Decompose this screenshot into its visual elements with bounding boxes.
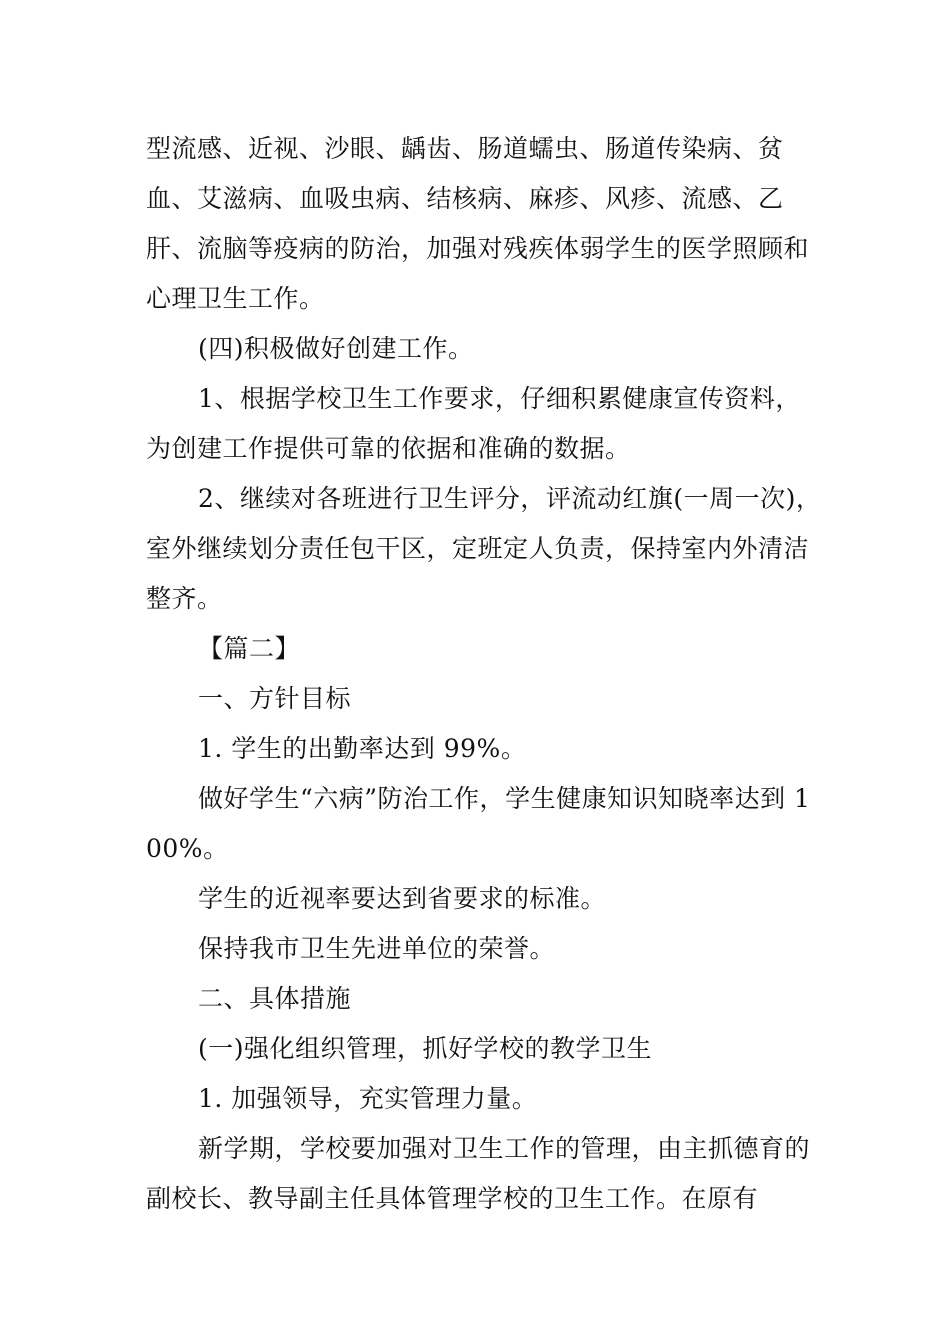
document-body bbox=[146, 124, 822, 1224]
paragraph: 型流感、近视、沙眼、龋齿、肠道蠕虫、肠道传染病、贫血、艾滋病、血吸虫病、结核病、麻疹、风疹、流感、乙肝、流脑等疫病的防治，加强对残疾体弱学生的医学照顾和心理卫生工作。 bbox=[146, 134, 810, 313]
paragraph: (四)积极做好创建工作。 bbox=[198, 334, 474, 363]
paragraph: 一、方针目标 bbox=[198, 684, 352, 713]
section-heading: 【篇二】 bbox=[198, 634, 301, 663]
paragraph: (一)强化组织管理，抓好学校的教学卫生 bbox=[198, 1034, 653, 1063]
paragraph: 1. 学生的出勤率达到 99%。 bbox=[198, 734, 527, 763]
paragraph: 1. 加强领导，充实管理力量。 bbox=[198, 1084, 538, 1113]
paragraph: 新学期，学校要加强对卫生工作的管理，由主抓德育的副校长、教导副主任具体管理学校的卫生工作。在原有 bbox=[146, 1134, 811, 1213]
paragraph: 二、具体措施 bbox=[198, 984, 352, 1013]
paragraph: 做好学生“六病”防治工作，学生健康知识知晓率达到 100%。 bbox=[146, 784, 811, 863]
paragraph: 保持我市卫生先进单位的荣誉。 bbox=[198, 934, 556, 963]
paragraph: 学生的近视率要达到省要求的标准。 bbox=[198, 884, 607, 913]
paragraph: 2、继续对各班进行卫生评分，评流动红旗(一周一次)，室外继续划分责任包干区，定班定人负责，保持室内外清洁整齐。 bbox=[146, 484, 822, 613]
paragraph: 1、根据学校卫生工作要求，仔细积累健康宣传资料，为创建工作提供可靠的依据和准确的数据。 bbox=[146, 384, 801, 463]
